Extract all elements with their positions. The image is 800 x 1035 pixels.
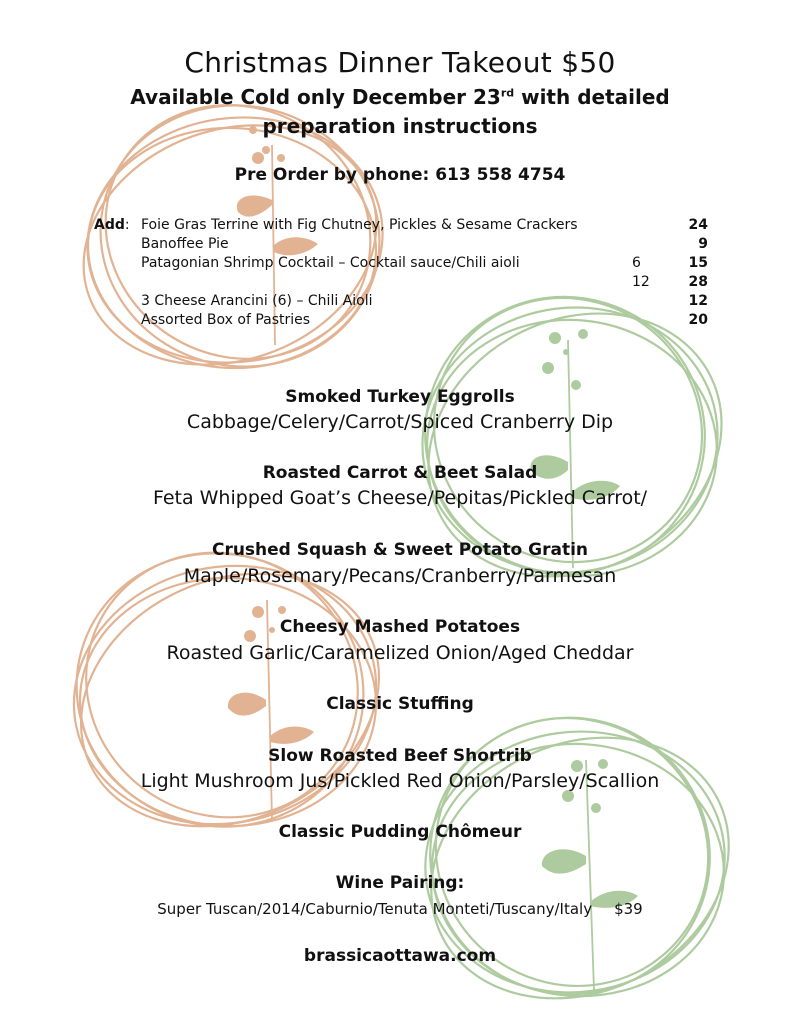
addon-item-qty: 6 <box>632 255 641 271</box>
dish-description: Roasted Garlic/Caramelized Onion/Aged Cheddar <box>166 642 634 664</box>
dish-name: Smoked Turkey Eggrolls <box>285 387 515 407</box>
addons-colon: : <box>124 217 130 233</box>
addon-item-name: Patagonian Shrimp Cocktail – Cocktail sauce/Chili aioli <box>141 255 520 271</box>
wine-heading: Wine Pairing: <box>335 873 465 893</box>
addon-item-qty: 12 <box>632 274 650 290</box>
dish-name: Cheesy Mashed Potatoes <box>279 617 521 637</box>
availability-line-1 <box>60 85 740 109</box>
addon-item-name: Foie Gras Terrine with Fig Chutney, Pickles & Sesame Crackers <box>141 217 578 233</box>
addon-item-price: 12 <box>688 293 708 309</box>
wine-price: $39 <box>614 900 643 918</box>
addon-item-name: Banoffee Pie <box>141 236 229 252</box>
preorder-phone: Pre Order by phone: 613 558 4754 <box>234 165 566 185</box>
wine-description: Super Tuscan/2014/Caburnio/Tenuta Monteti/Tuscany/Italy <box>157 900 593 918</box>
dish-description: Cabbage/Celery/Carrot/Spiced Cranberry Dip <box>186 411 614 433</box>
dish-name: Crushed Squash & Sweet Potato Gratin <box>211 540 589 560</box>
dish-name: Classic Stuffing <box>326 694 474 714</box>
dish-name: Slow Roasted Beef Shortrib <box>268 746 532 766</box>
availability-line-2: preparation instructions <box>262 114 538 138</box>
availability-text-end: with detailed <box>514 85 670 109</box>
website-link[interactable]: brassicaottawa.com <box>303 946 497 966</box>
addons-label-text: Add <box>94 217 125 233</box>
dish-description: Light Mushroom Jus/Pickled Red Onion/Parsley/Scallion <box>140 770 660 792</box>
addon-item-price: 20 <box>688 312 708 328</box>
addon-item-price: 15 <box>688 255 708 271</box>
addon-item-price: 9 <box>698 236 708 252</box>
dish-description: Feta Whipped Goat’s Cheese/Pepitas/Pickled Carrot/ <box>152 487 648 509</box>
addon-item-name: 3 Cheese Arancini (6) – Chili Aioli <box>141 293 373 309</box>
ordinal-suffix: rd <box>500 86 515 100</box>
addon-item-name: Assorted Box of Pastries <box>141 312 311 328</box>
addons-label <box>94 217 130 233</box>
page-title: Christmas Dinner Takeout $50 <box>184 46 616 79</box>
addon-item-price: 28 <box>688 274 708 290</box>
dish-description: Maple/Rosemary/Pecans/Cranberry/Parmesan <box>183 565 617 587</box>
availability-text: Available Cold only December 23 <box>130 85 501 109</box>
addon-item-price: 24 <box>688 217 708 233</box>
wine-pairing-line <box>0 900 800 918</box>
dish-name: Classic Pudding Chômeur <box>278 822 522 842</box>
dish-name: Roasted Carrot & Beet Salad <box>262 463 538 483</box>
